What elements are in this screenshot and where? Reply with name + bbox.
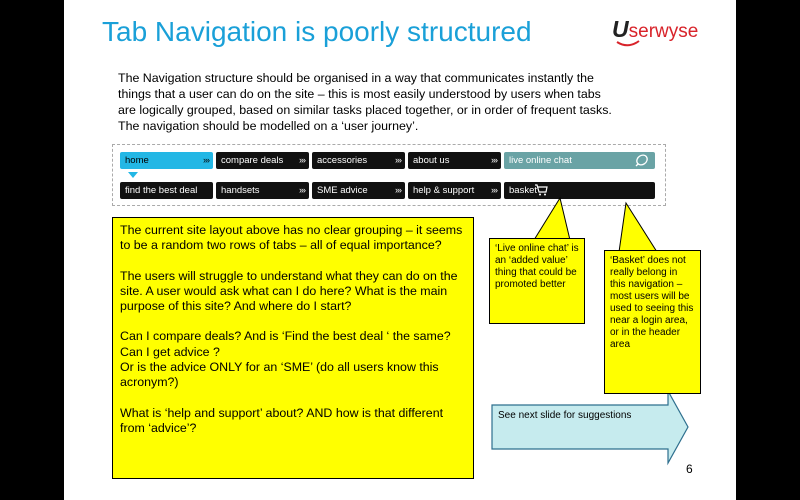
slide xyxy=(64,0,736,500)
tab-find-the-best-deal[interactable]: find the best deal xyxy=(120,182,213,199)
chevron-right-icon: ››› xyxy=(299,185,305,195)
basket-callout: ‘Basket’ does not really belong in this navigation – most users will be used to seeing this near a login area, or in the header area xyxy=(604,250,701,394)
chevron-right-icon: ››› xyxy=(395,185,401,195)
chevron-right-icon: ››› xyxy=(299,155,305,165)
chevron-right-icon: ››› xyxy=(203,155,209,165)
chevron-right-icon: ››› xyxy=(491,185,497,195)
intro-paragraph: The Navigation structure should be organised in a way that communicates instantly the things that a user can do on the site – this is most easily understood by users when tabs are logically grouped, based on similar tasks placed together, or in order of frequent tasks. The navigation should be modelled on a ‘user journey’. xyxy=(118,71,612,133)
tab-basket[interactable]: basket xyxy=(504,182,655,199)
userwyse-logo: Userwyse xyxy=(612,16,699,42)
next-slide-label: See next slide for suggestions xyxy=(498,410,632,421)
live-chat-callout: ‘Live online chat’ is an ‘added value’ thing that could be promoted better xyxy=(489,238,585,324)
tab-handsets[interactable]: handsets ››› xyxy=(216,182,309,199)
tab-home[interactable]: home ››› xyxy=(120,152,213,169)
tab-compare-deals[interactable]: compare deals ››› xyxy=(216,152,309,169)
next-slide-arrow-icon xyxy=(492,391,688,463)
tab-live-online-chat[interactable]: live online chat xyxy=(504,152,655,169)
tab-about-us[interactable]: about us ››› xyxy=(408,152,501,169)
chevron-right-icon: ››› xyxy=(395,155,401,165)
tab-sme-advice[interactable]: SME advice ››› xyxy=(312,182,405,199)
slide-title: Tab Navigation is poorly structured xyxy=(102,16,532,47)
chevron-right-icon: ››› xyxy=(491,155,497,165)
tab-help-and-support[interactable]: help & support ››› xyxy=(408,182,501,199)
tab-accessories[interactable]: accessories ››› xyxy=(312,152,405,169)
main-critique-note: The current site layout above has no clear grouping – it seems to be a random two rows of tabs – all of equal importance? The users will struggle to understand what they can do on the site. A user would ask what can I do here? What is the main purpose of this site? And where do I start? Can I compare deals? And is ‘Find the best deal ‘ the same? Can I get advice ? Or is the advice ONLY for an ‘SME’ (do all users know this acronym?) What is ‘help and support’ about? AND how is that different from ‘advice’? xyxy=(112,217,474,479)
page-number: 6 xyxy=(686,462,693,476)
